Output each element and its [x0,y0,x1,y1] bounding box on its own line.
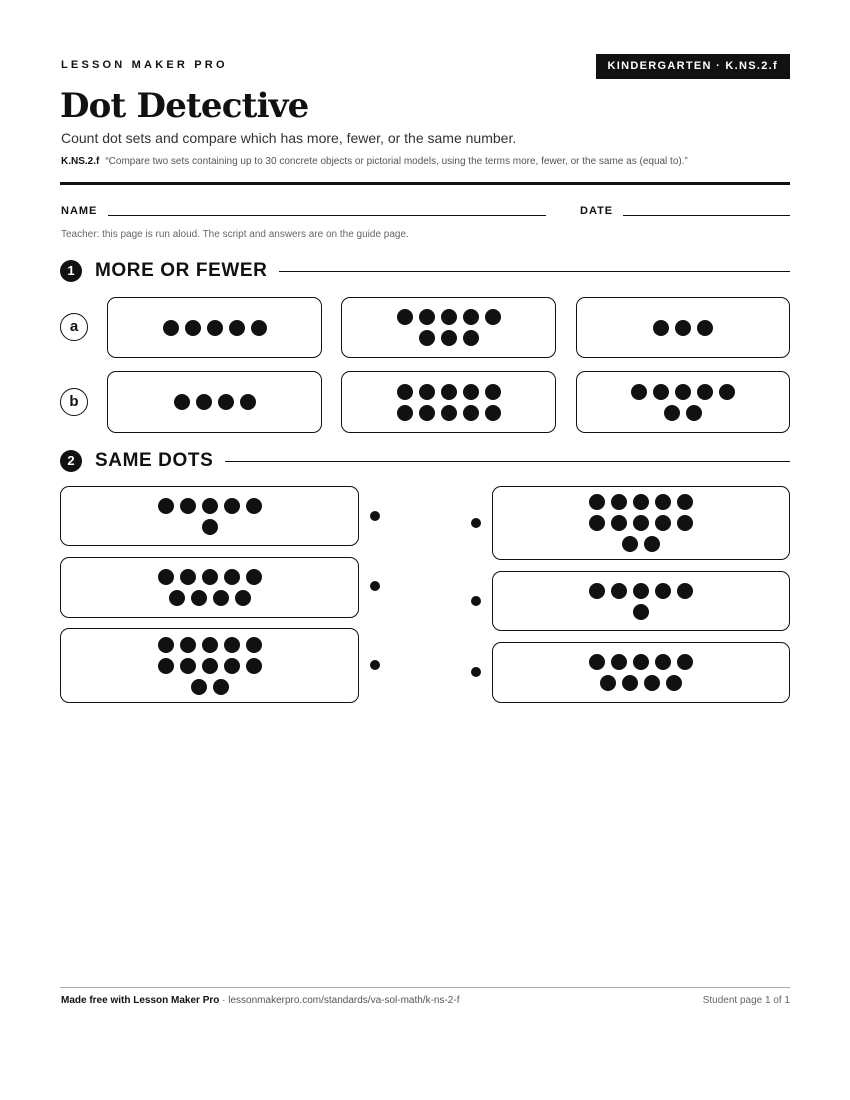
dot [633,654,649,670]
dot [163,320,179,336]
section-1-header [60,258,790,284]
dot-row [419,330,479,346]
match-right-3[interactable] [492,642,790,703]
dot [224,637,240,653]
dot [213,679,229,695]
dot [224,658,240,674]
dot-row [397,405,501,421]
dot-row [631,384,735,400]
dot [463,384,479,400]
match-point-left-1[interactable] [370,511,380,521]
dot [419,309,435,325]
dot-row [202,519,218,535]
dot-row [589,654,693,670]
name-label: NAME [61,205,98,217]
dot [633,583,649,599]
dot-set-a2[interactable] [341,297,556,358]
match-left-2[interactable] [60,557,359,618]
dot [675,384,691,400]
dot [633,515,649,531]
header-divider [60,182,790,185]
match-point-left-2[interactable] [370,581,380,591]
dot-row [633,604,649,620]
dot [655,583,671,599]
dot [202,637,218,653]
dot [207,320,223,336]
dot [633,494,649,510]
dot [686,405,702,421]
page-subtitle: Count dot sets and compare which has more, fewer, or the same number. [61,130,517,146]
teacher-note: Teacher: this page is run aloud. The script and answers are on the guide page. [61,229,409,240]
dot [653,384,669,400]
row-label-a: a [60,313,88,341]
dot [589,654,605,670]
dot-row [158,569,262,585]
match-left-3[interactable] [60,628,359,703]
dot [229,320,245,336]
dot [246,569,262,585]
dot-row [158,658,262,674]
section-2-title: SAME DOTS [95,448,225,474]
dot [485,405,501,421]
standard-line [61,156,688,167]
footer-page-number: Student page 1 of 1 [702,995,790,1006]
dot [655,654,671,670]
dot [644,536,660,552]
match-left-1[interactable] [60,486,359,546]
dot-row [158,637,262,653]
match-right-1[interactable] [492,486,790,560]
standard-code: K.NS.2.f [61,156,100,167]
dot [719,384,735,400]
dot [485,384,501,400]
dot [158,569,174,585]
dot [202,498,218,514]
dot [235,590,251,606]
dot [611,515,627,531]
dot [633,604,649,620]
dot [653,320,669,336]
dot [397,309,413,325]
dot [441,330,457,346]
dot [397,384,413,400]
match-point-right-3[interactable] [471,667,481,677]
dot-row [653,320,713,336]
dot [664,405,680,421]
dot [655,494,671,510]
dot-set-b3[interactable] [576,371,790,433]
dot [677,494,693,510]
dot-row [397,384,501,400]
dot [180,569,196,585]
dot [675,320,691,336]
section-2-number: 2 [60,450,82,472]
dot [213,590,229,606]
dot [202,519,218,535]
dot [677,515,693,531]
dot [589,515,605,531]
dot [218,394,234,410]
dot [169,590,185,606]
match-point-left-3[interactable] [370,660,380,670]
dot [677,654,693,670]
footer-credit [61,995,459,1006]
dot [191,679,207,695]
dot [174,394,190,410]
date-label: DATE [580,205,614,217]
dot [644,675,660,691]
dot-row [191,679,229,695]
dot [697,320,713,336]
dot [240,394,256,410]
dot [441,384,457,400]
standard-text: “Compare two sets containing up to 30 concrete objects or pictorial models, using the terms more, fewer, or the same as (equal to).” [105,156,688,167]
dot [180,498,196,514]
dot [158,498,174,514]
dot-set-b1[interactable] [107,371,322,433]
row-label-b: b [60,388,88,416]
dot [419,330,435,346]
dot [158,637,174,653]
dot [397,405,413,421]
dot [677,583,693,599]
dot [224,498,240,514]
dot-set-a3[interactable] [576,297,790,358]
footer-url: · lessonmakerpro.com/standards/va-sol-math/k-ns-2-f [219,995,460,1006]
dot-row [664,405,702,421]
dot-row [622,536,660,552]
dot [611,654,627,670]
dot-row [163,320,267,336]
dot [246,658,262,674]
dot [196,394,212,410]
footer-divider [60,987,790,988]
dot [666,675,682,691]
dot [251,320,267,336]
dot-row [600,675,682,691]
dot [622,675,638,691]
brand-name: LESSON MAKER PRO [61,59,228,71]
dot-row [397,309,501,325]
dot-row [169,590,251,606]
dot [419,384,435,400]
dot-row [158,498,262,514]
dot [589,583,605,599]
dot [463,330,479,346]
page-title: Dot Detective [60,86,309,126]
dot [158,658,174,674]
dot-set-b2[interactable] [341,371,556,433]
footer-made-with: Made free with Lesson Maker Pro [61,995,220,1006]
match-point-right-2[interactable] [471,596,481,606]
dot-row [174,394,256,410]
dot [191,590,207,606]
dot [622,536,638,552]
dot [419,405,435,421]
dot [441,405,457,421]
dot [180,637,196,653]
dot [463,405,479,421]
dot [655,515,671,531]
dot [246,498,262,514]
match-right-2[interactable] [492,571,790,631]
dot [224,569,240,585]
dot-row [589,583,693,599]
dot [589,494,605,510]
name-field[interactable] [108,215,546,216]
dot [441,309,457,325]
dot [631,384,647,400]
date-field[interactable] [623,215,790,216]
dot [611,494,627,510]
dot [697,384,713,400]
grade-badge: KINDERGARTEN · K.NS.2.f [596,54,790,79]
dot [246,637,262,653]
dot [485,309,501,325]
section-1-title: MORE OR FEWER [95,258,279,284]
dot [185,320,201,336]
dot-row [589,494,693,510]
dot [611,583,627,599]
section-1-number: 1 [60,260,82,282]
section-2-header [60,448,790,474]
match-point-right-1[interactable] [471,518,481,528]
dot [202,658,218,674]
dot-row [589,515,693,531]
dot [600,675,616,691]
dot [202,569,218,585]
dot [180,658,196,674]
dot-set-a1[interactable] [107,297,322,358]
dot [463,309,479,325]
